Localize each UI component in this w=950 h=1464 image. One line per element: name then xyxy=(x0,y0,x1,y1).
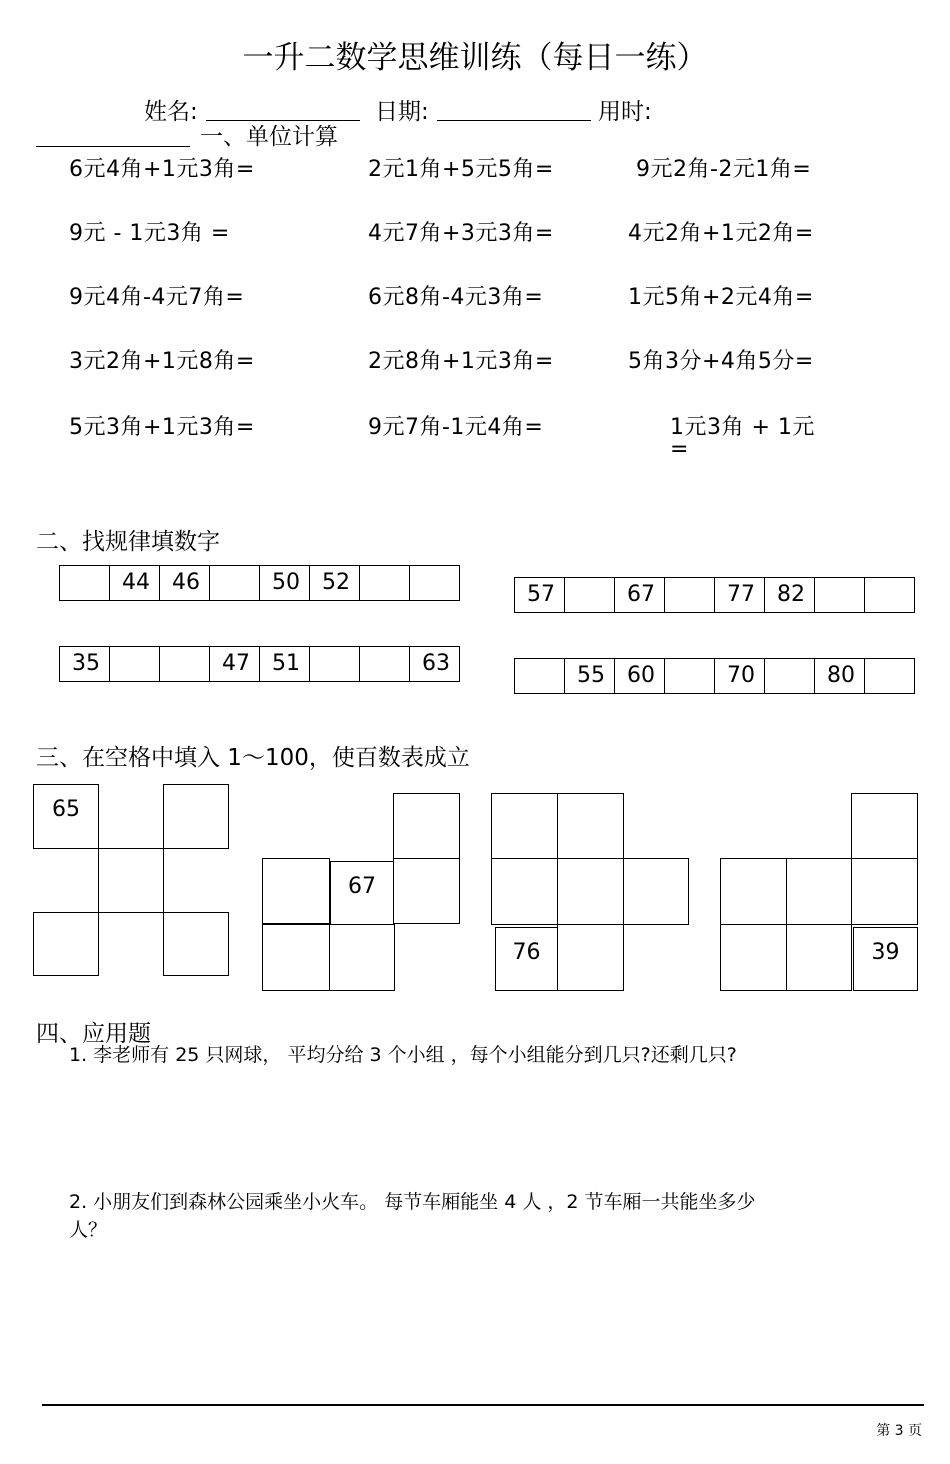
sequence-row-3 xyxy=(59,646,460,682)
hundred-grid-cell[interactable] xyxy=(393,793,460,859)
hundred-grid-cell[interactable] xyxy=(262,924,330,991)
sequence-cell: 44 xyxy=(109,565,160,601)
hundred-grid-cell[interactable] xyxy=(786,858,852,925)
problem: 9元 - 1元3角 = xyxy=(69,221,230,246)
word-problem-2-line1: 2. 小朋友们到森林公园乘坐小火车。 每节车厢能坐 4 人 ，2 节车厢一共能坐多少 xyxy=(69,1191,756,1213)
problem: 6元8角-4元3角= xyxy=(368,285,544,310)
name-label: 姓名: xyxy=(144,99,198,125)
sequence-cell: 46 xyxy=(159,565,210,601)
sequence-cell: 51 xyxy=(259,646,310,682)
sequence-cell: 80 xyxy=(814,658,865,694)
problem: 1元5角+2元4角= xyxy=(628,285,814,310)
problem: 3元2角+1元8角= xyxy=(69,349,255,374)
sequence-cell[interactable] xyxy=(664,577,715,613)
hundred-grid-cell[interactable] xyxy=(720,924,787,991)
sequence-cell: 60 xyxy=(614,658,665,694)
hundred-grid-cell[interactable] xyxy=(262,858,330,924)
grid-value: 76 xyxy=(512,940,541,965)
sequence-cell[interactable] xyxy=(159,646,210,682)
sequence-cell[interactable] xyxy=(864,658,915,694)
hundred-grid-cell[interactable] xyxy=(623,858,689,925)
hundred-grid-cell[interactable] xyxy=(720,858,787,925)
hundred-grid-cell[interactable] xyxy=(329,924,395,991)
problem: 5角3分+4角5分= xyxy=(628,349,814,374)
sequence-cell[interactable] xyxy=(209,565,260,601)
problem: 2元8角+1元3角= xyxy=(368,349,554,374)
grid-value: 65 xyxy=(52,797,80,822)
grid-value: 39 xyxy=(871,940,900,965)
hundred-grid-cell[interactable] xyxy=(557,924,624,991)
sequence-cell: 82 xyxy=(764,577,815,613)
section3-heading: 三、在空格中填入 1～100，使百数表成立 xyxy=(36,745,470,771)
sequence-cell: 63 xyxy=(409,646,460,682)
sequence-cell: 47 xyxy=(209,646,260,682)
sequence-cell: 67 xyxy=(614,577,665,613)
sequence-cell[interactable] xyxy=(864,577,915,613)
problem: 9元7角-1元4角= xyxy=(368,415,544,440)
time-label: 用时: xyxy=(598,99,652,125)
sequence-cell[interactable] xyxy=(409,565,460,601)
grid-value: 67 xyxy=(348,874,376,899)
hundred-grid-cell[interactable] xyxy=(393,858,460,924)
hundred-grid-cell xyxy=(33,784,99,849)
sequence-cell[interactable] xyxy=(309,646,360,682)
date-blank[interactable] xyxy=(437,120,591,121)
sequence-cell[interactable] xyxy=(514,658,565,694)
page-title: 一升二数学思维训练（每日一练） xyxy=(242,40,708,76)
section2-heading: 二、找规律填数字 xyxy=(36,529,220,555)
problem: 5元3角+1元3角= xyxy=(69,415,255,440)
hundred-grid-cell xyxy=(853,927,918,991)
problem: 9元2角-2元1角= xyxy=(636,157,812,182)
sequence-cell: 77 xyxy=(714,577,765,613)
sequence-cell: 50 xyxy=(259,565,310,601)
sequence-cell[interactable] xyxy=(564,577,615,613)
sequence-row-4 xyxy=(514,658,915,694)
hundred-grid-cell[interactable] xyxy=(491,793,558,859)
sequence-cell[interactable] xyxy=(764,658,815,694)
sequence-cell: 52 xyxy=(309,565,360,601)
hundred-grid-cell[interactable] xyxy=(163,912,229,976)
problem: 4元7角+3元3角= xyxy=(368,221,554,246)
sequence-row-2 xyxy=(514,577,915,613)
problem-equals: = xyxy=(670,437,689,462)
sequence-cell: 35 xyxy=(59,646,110,682)
sequence-cell[interactable] xyxy=(109,646,160,682)
word-problem-2-line2: 人？ xyxy=(69,1219,108,1241)
hundred-grid-cell[interactable] xyxy=(851,858,918,925)
problem: 2元1角+5元5角= xyxy=(368,157,554,182)
sequence-cell: 55 xyxy=(564,658,615,694)
hundred-grid-cell[interactable] xyxy=(557,858,624,925)
hundred-grid-cell[interactable] xyxy=(98,848,164,913)
sequence-cell[interactable] xyxy=(359,646,410,682)
hundred-grid-cell[interactable] xyxy=(786,924,852,991)
hundred-grid-cell xyxy=(495,927,558,991)
problem: 4元2角+1元2角= xyxy=(628,221,814,246)
sequence-cell: 57 xyxy=(514,577,565,613)
sequence-row-1 xyxy=(59,565,460,601)
hundred-grid-cell[interactable] xyxy=(163,784,229,849)
problem: 6元4角+1元3角= xyxy=(69,157,255,182)
sequence-cell[interactable] xyxy=(814,577,865,613)
time-blank[interactable] xyxy=(36,146,190,147)
sequence-cell[interactable] xyxy=(359,565,410,601)
sequence-cell[interactable] xyxy=(664,658,715,694)
section4-heading: 四、应用题 xyxy=(36,1021,151,1047)
problem: 1元3角 + 1元 xyxy=(670,415,815,440)
hundred-grid-cell[interactable] xyxy=(491,858,558,925)
hundred-grid-cell[interactable] xyxy=(851,793,918,859)
sequence-cell[interactable] xyxy=(59,565,110,601)
section1-heading: 一、单位计算 xyxy=(200,124,338,150)
hundred-grid-cell[interactable] xyxy=(557,793,624,859)
hundred-grid-cell xyxy=(330,861,394,925)
page-number: 第 3 页 xyxy=(876,1423,922,1439)
sequence-cell: 70 xyxy=(714,658,765,694)
hundred-grid-cell[interactable] xyxy=(33,912,99,976)
footer-divider xyxy=(42,1404,924,1406)
date-label: 日期: xyxy=(375,99,429,125)
word-problem-1: 1. 李老师有 25 只网球， 平均分给 3 个小组 ，每个小组能分到几只?还剩几只? xyxy=(69,1044,737,1066)
problem: 9元4角-4元7角= xyxy=(69,285,245,310)
